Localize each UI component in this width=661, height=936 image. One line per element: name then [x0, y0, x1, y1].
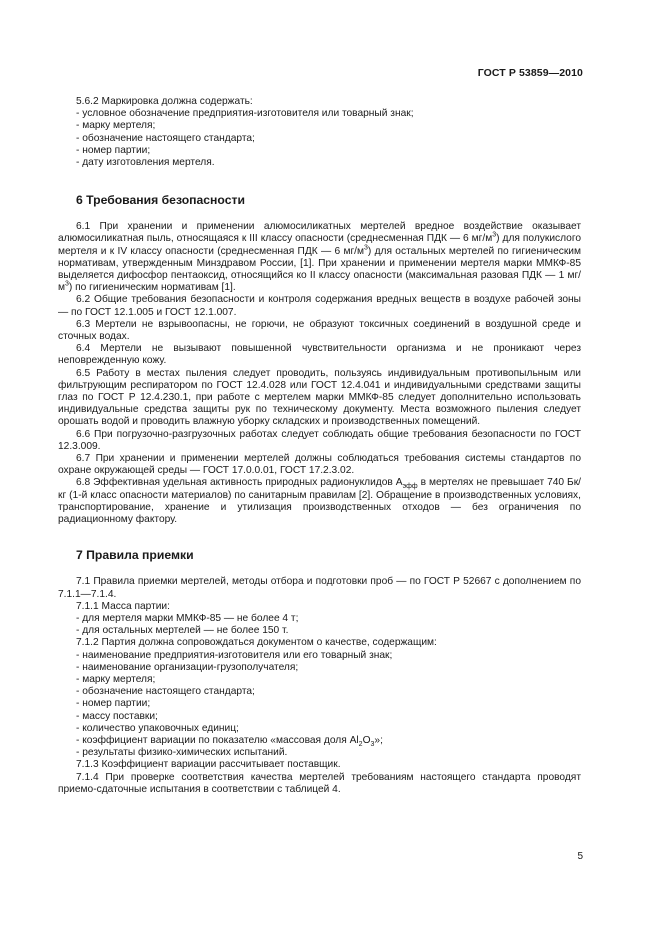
clause-7-1-1: 7.1.1 Масса партии: — [76, 600, 170, 612]
clause-6-3: 6.3 Мертели не взрывоопасны, не горючи, не образуют токсичных соединений в воздушной среде и сточных водах. — [58, 318, 581, 343]
clause-6-7: 6.7 При хранении и применении мертелей должны соблюдаться требования системы стандартов по охране окружающей среды — ГОСТ 17.0.0.01, ГОСТ 17.2.3.02. — [58, 453, 581, 477]
subscript: 2 — [358, 740, 363, 748]
superscript: 3 — [65, 280, 69, 288]
list-item: - дату изготовления мертеля. — [76, 157, 215, 169]
document-header: ГОСТ Р 53859—2010 — [477, 67, 583, 79]
clause-6-5: 6.5 Работу в местах пыления следует проводить, пользуясь индивидуальным противопыльным или фильтрующим респиратором по ГОСТ 12.4.028 или ГОСТ 12.4.041 и индивидуальными средствами защиты глаз по ГОСТ Р 12.4.230.1, при работе с мертелем марки ММКФ-85 следует дополнительно использовать индивидуальные средства защиты рук по техническому документу. Места возможного пыления следует орошать водой и проводить влажную уборку складских и производственных помещений. — [58, 367, 581, 428]
list-item: - результаты физико-химических испытаний. — [76, 747, 288, 759]
clause-5-6-2 — [76, 96, 581, 169]
clause-text: ) для остальных мертелей по гигиеническим нормативам, утвержденным Минздравом России, [1]. При хранении и применении мертеля марки ММКФ-85 выделяется дифосфор пентаоксид, относящийся ко II классу опасности (максимальная разовая ПДК — 1 мг/м — [58, 245, 581, 294]
subscript: эфф — [402, 483, 418, 491]
clause-7-1-4: 7.1.4 При проверке соответствия качества мертелей требованиям настоящего стандарта проводят приемо-сдаточные испытания в соответствии с таблицей 4. — [58, 771, 581, 795]
list-item: - для мертеля марки ММКФ-85 — не более 4 т; — [76, 612, 299, 624]
item-text: - коэффициент вариации по показателю «массовая доля Al — [76, 734, 359, 746]
list-item: - для остальных мертелей — не более 150 т. — [76, 625, 289, 637]
superscript: 3 — [492, 232, 497, 240]
clause-7-1-2: 7.1.2 Партия должна сопровождаться документом о качестве, содержащим: — [76, 637, 437, 649]
list-item: - номер партии; — [76, 698, 151, 710]
list-item: - обозначение настоящего стандарта; — [76, 132, 255, 144]
clause-text: 6.8 Эффективная удельная активность природных радионуклидов А — [76, 477, 403, 489]
clause-6-2: 6.2 Общие требования безопасности и контроля содержания вредных веществ в воздухе рабочей зоны — по ГОСТ 12.1.005 и ГОСТ 12.1.007. — [58, 294, 581, 318]
list-item: - обозначение настоящего стандарта; — [76, 686, 255, 698]
subscript: 3 — [370, 740, 375, 748]
list-item: - марку мертеля; — [76, 673, 156, 685]
clause-7-1-3: 7.1.3 Коэффициент вариации рассчитывает поставщик. — [76, 759, 341, 771]
clause-text: ) для полукислого мертеля и к IV классу опасности (среднесменная ПДК — 6 мг/м — [58, 233, 581, 257]
clause-text: 6.1 При хранении и применении алюмосиликатных мертелей вредное воздействие оказывает алюмосиликатная пыль, относящаяся к III классу опасности (среднесменная ПДК — 6 мг/м — [58, 221, 581, 245]
list-item-coefficient — [76, 735, 581, 747]
list-item: - условное обозначение предприятия-изготовителя или товарный знак; — [76, 108, 414, 120]
list-item: - наименование организации-грузополучателя; — [76, 661, 299, 673]
section-7-heading: 7 Правила приемки — [76, 548, 194, 563]
clause-6-1 — [58, 221, 581, 294]
clause-text: ) по гигиеническим нормативам [1]. — [68, 282, 236, 294]
list-item: - марку мертеля; — [76, 120, 156, 132]
clause-6-8 — [58, 477, 581, 526]
list-item: - массу поставки; — [76, 710, 158, 722]
item-text: O — [362, 734, 371, 746]
clause-7-1: 7.1 Правила приемки мертелей, методы отбора и подготовки проб — по ГОСТ Р 52667 с дополнением по 7.1.1—7.1.4. — [58, 576, 581, 600]
clause-intro: 5.6.2 Маркировка должна содержать: — [76, 96, 253, 107]
item-text: »; — [374, 734, 383, 746]
list-item: - наименование предприятия-изготовителя или его товарный знак; — [76, 649, 393, 661]
clause-text: в мертелях не превышает 740 Бк/кг (1-й класс опасности материалов) по санитарным правилам [2]. Обращение в производственных условиях, транспортирование, хранение и утилизация производственных отходов — без ограничения по радиационному фактору. — [58, 477, 581, 526]
clause-6-4: 6.4 Мертели не вызывают повышенной чувствительности организма и не проникают через неповрежденную кожу. — [58, 343, 581, 367]
list-item: - номер партии; — [76, 144, 151, 156]
clause-6-6: 6.6 При погрузочно-разгрузочных работах следует соблюдать общие требования безопасности по ГОСТ 12.3.009. — [58, 428, 581, 452]
list-item: - количество упаковочных единиц; — [76, 722, 239, 734]
page-number: 5 — [577, 851, 583, 862]
section-6-heading: 6 Требования безопасности — [76, 193, 245, 208]
page-content — [58, 96, 581, 796]
superscript: 3 — [364, 244, 368, 252]
